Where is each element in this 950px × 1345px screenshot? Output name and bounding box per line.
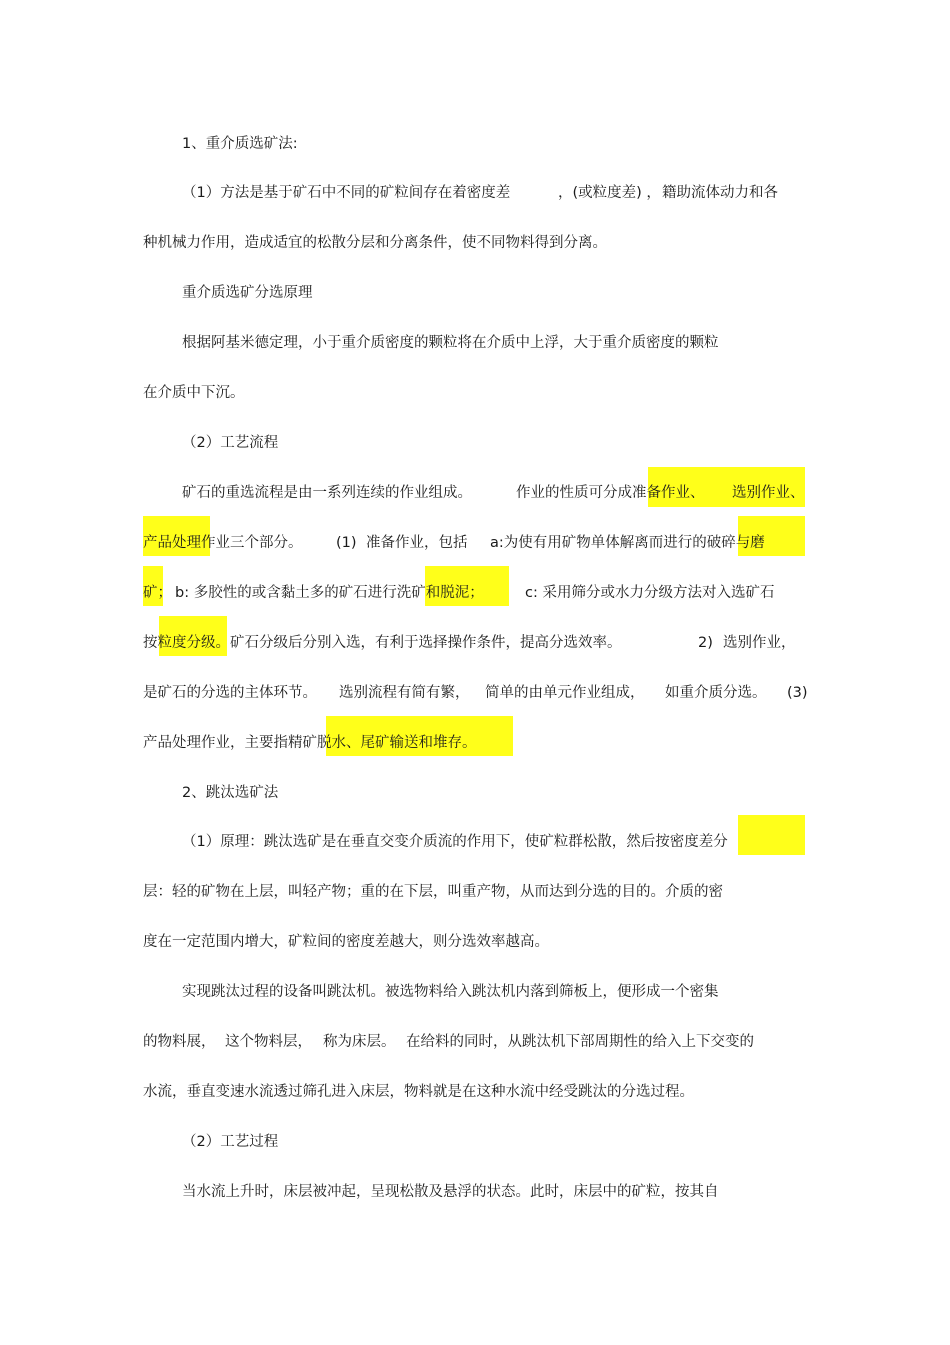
text-segment: 矿；: [143, 585, 172, 601]
text-segment: 2): [698, 635, 713, 651]
paragraph-line: 层：轻的矿物在上层，叫轻产物；重的在下层，叫重产物，从而达到分选的目的。介质的密: [143, 884, 723, 900]
text-segment: 选别作业，: [723, 635, 796, 651]
text-segment: 的物料展，: [143, 1034, 216, 1050]
paragraph-line: 产品处理作业，主要指精矿脱水、尾矿输送和堆存。: [143, 735, 477, 751]
paragraph-line: 在介质中下沉。: [143, 385, 245, 401]
paragraph-line: 根据阿基米德定理，小于重介质密度的颗粒将在介质中上浮，大于重介质密度的颗粒: [182, 335, 719, 351]
subheading: 重介质选矿分选原理: [182, 285, 313, 301]
subheading: （2）工艺过程: [182, 1134, 279, 1150]
text-segment: 称为床层。: [323, 1034, 396, 1050]
paragraph-line: （1）原理：跳汰选矿是在垂直交变介质流的作用下，使矿粒群松散，然后按密度差分: [182, 834, 728, 850]
text-segment: 准备作业，包括: [366, 535, 468, 551]
text-segment: c: 采用筛分或水力分级方法对入选矿石: [525, 585, 775, 601]
paragraph-line: 水流，垂直变速水流透过筛孔进入床层，物料就是在这种水流中经受跳汰的分选过程。: [143, 1084, 694, 1100]
highlight-mark: [738, 815, 805, 855]
text-segment: ，(或粒度差) ，: [558, 185, 661, 201]
text-segment: 选别作业、: [732, 485, 805, 501]
text-segment: （1）方法是基于矿石中不同的矿粒间存在着密度差: [182, 185, 511, 201]
text-segment: a:为使有用矿物单体解离而进行的破碎与磨: [490, 535, 765, 551]
text-segment: 这个物料层，: [225, 1034, 312, 1050]
paragraph-line: 当水流上升时，床层被冲起，呈现松散及悬浮的状态。此时，床层中的矿粒，按其自: [182, 1184, 719, 1200]
text-segment: 在给料的同时，从跳汰机下部周期性的给入上下交变的: [406, 1034, 754, 1050]
paragraph-line: 度在一定范围内增大，矿粒间的密度差越大，则分选效率越高。: [143, 934, 549, 950]
text-segment: 是矿石的分选的主体环节。: [143, 685, 317, 701]
paragraph-line: 实现跳汰过程的设备叫跳汰机。被选物料给入跳汰机内落到筛板上，便形成一个密集: [182, 984, 719, 1000]
text-segment: (1): [336, 535, 357, 551]
text-segment: (3): [787, 685, 808, 701]
text-segment: 籍助流体动力和各: [662, 185, 778, 201]
text-segment: 简单的由单元作业组成，: [485, 685, 645, 701]
paragraph-line: 种机械力作用，造成适宜的松散分层和分离条件，使不同物料得到分离。: [143, 235, 607, 251]
subheading: （2）工艺流程: [182, 435, 279, 451]
text-segment: 矿石的重选流程是由一系列连续的作业组成。: [182, 485, 472, 501]
text-segment: b: 多胶性的或含黏土多的矿石进行洗矿和脱泥；: [175, 585, 484, 601]
text-segment: 作业的性质可分成准备作业、: [516, 485, 705, 501]
section-heading: 2、跳汰选矿法: [182, 785, 279, 801]
text-segment: 如重介质分选。: [665, 685, 767, 701]
text-segment: 产品处理作业三个部分。: [143, 535, 303, 551]
text-segment: 选别流程有简有繁，: [339, 685, 470, 701]
section-heading: 1、重介质选矿法:: [182, 136, 298, 152]
text-segment: 按粒度分级。矿石分级后分别入选，有利于选择操作条件，提高分选效率。: [143, 635, 622, 651]
